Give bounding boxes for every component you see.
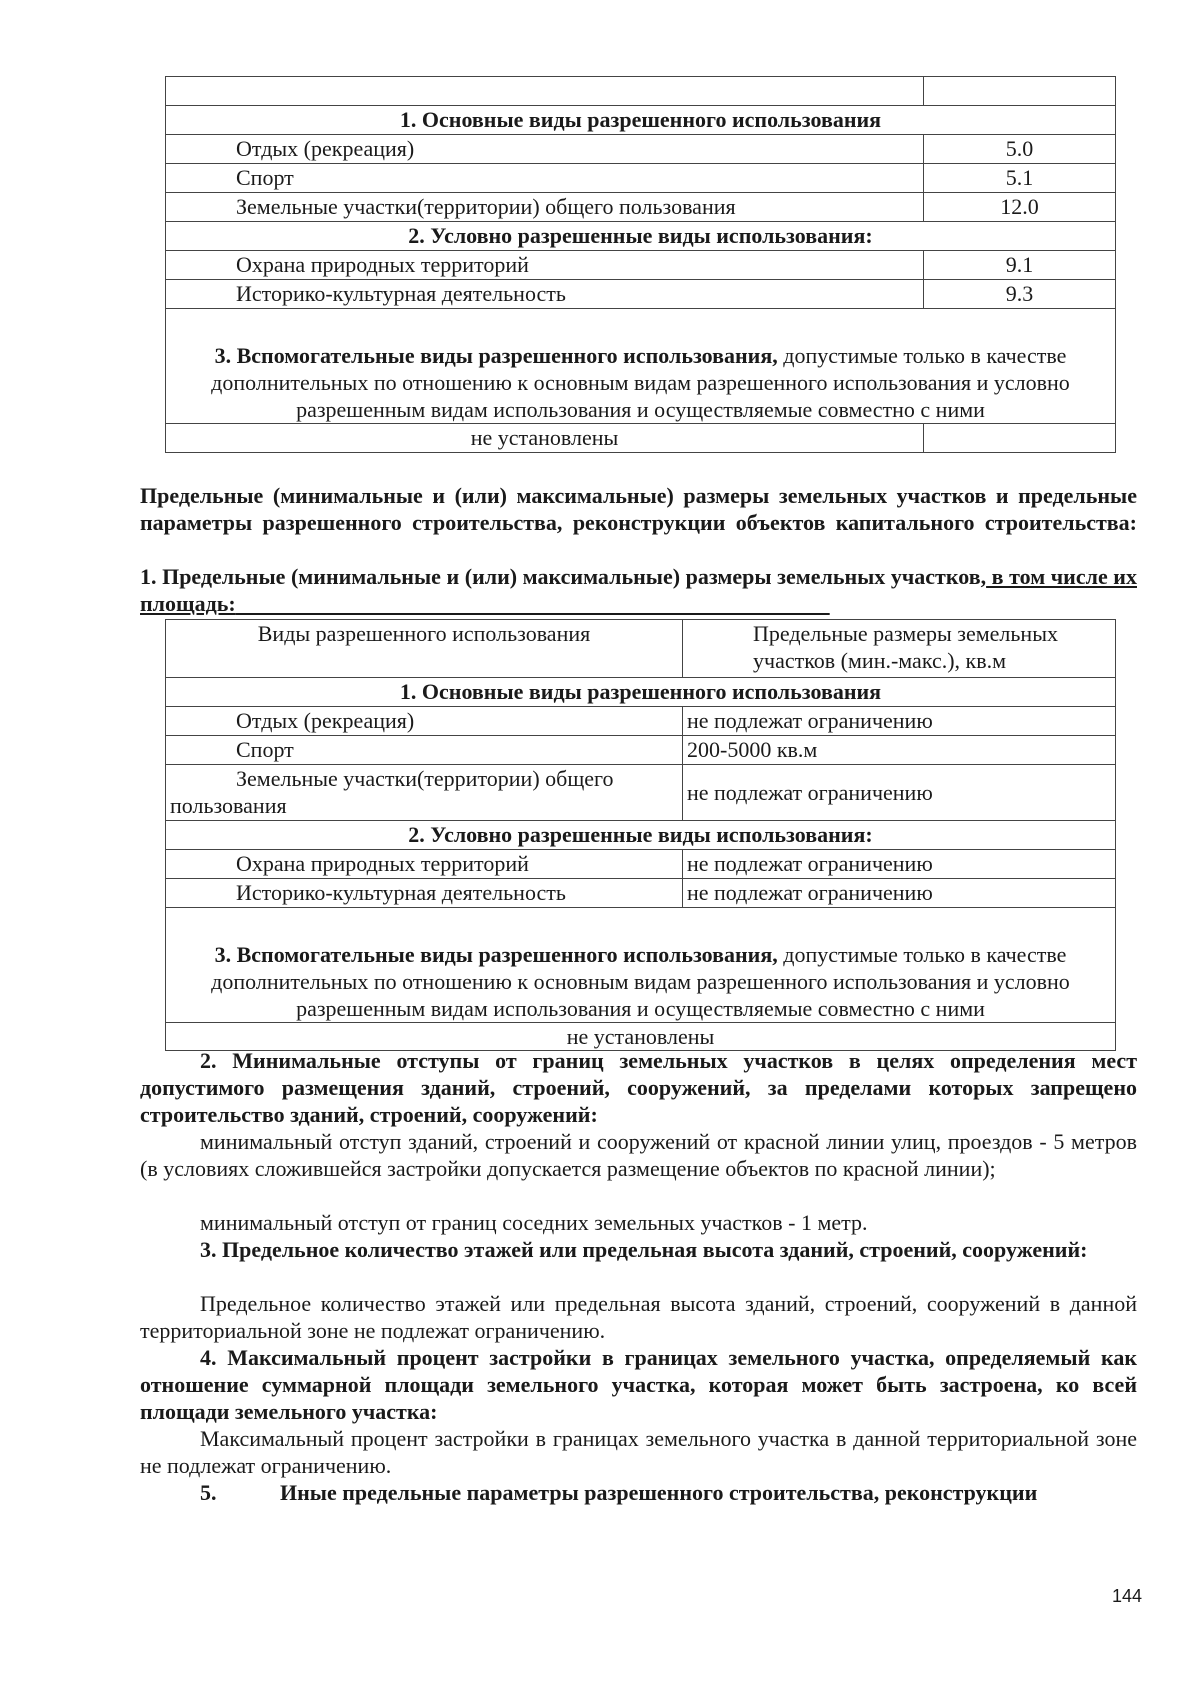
use-limit: не подлежат ограничению: [683, 707, 1116, 736]
use-name: Охрана природных территорий: [166, 850, 683, 879]
section-main-uses: 1. Основные виды разрешенного использования: [166, 678, 1116, 707]
column-header-use: Виды разрешенного использования: [166, 620, 683, 678]
section-conditional-uses: 2. Условно разрешенные виды использования:: [166, 821, 1116, 850]
use-name: Спорт: [166, 736, 683, 765]
item-3-paragraph: Предельное количество этажей или предельная высота зданий, строений, сооружений в данной территориальной зоне не подлежат ограничению.: [140, 1291, 1137, 1343]
use-code: 12.0: [924, 193, 1116, 222]
limits-heading: Предельные (минимальные и (или) максимальные) размеры земельных участков и предельные параметры разрешенного строительства, реконструкции объектов капитального строительства:: [140, 483, 1137, 535]
use-name: Историко-культурная деятельность: [166, 280, 924, 309]
permitted-use-codes-table: [165, 76, 1116, 453]
use-limit: не подлежат ограничению: [683, 879, 1116, 908]
item-5-title: 5. Иные предельные параметры разрешенного строительства, реконструкции: [140, 1479, 1137, 1506]
use-name: Историко-культурная деятельность: [166, 879, 683, 908]
item-4-title: 4. Максимальный процент застройки в границах земельного участка, определяемый как отношение суммарной площади земельного участка, которая может быть застроена, ко всей площади земельного участка:: [140, 1345, 1137, 1424]
section-auxiliary-uses: 3. Вспомогательные виды разрешенного использования, допустимые только в качестве дополнительных по отношению к основным видам разрешенного использования и условно разрешенным видам использования и осуществляемые совместно с ними: [166, 908, 1116, 1023]
plot-size-limits-table: [165, 619, 1116, 1051]
use-name: Охрана природных территорий: [166, 251, 924, 280]
auxiliary-not-set: не установлены: [166, 424, 924, 453]
item-3-title: 3. Предельное количество этажей или предельная высота зданий, строений, сооружений:: [200, 1237, 1088, 1262]
use-name: Отдых (рекреация): [166, 135, 924, 164]
column-header-limits: Предельные размеры земельных участков (мин.-макс.), кв.м: [683, 620, 1116, 678]
item-2-paragraph-2: минимальный отступ от границ соседних земельных участков - 1 метр.: [200, 1210, 868, 1235]
section-auxiliary-uses: 3. Вспомогательные виды разрешенного использования, допустимые только в качестве дополнительных по отношению к основным видам разрешенного использования и условно разрешенным видам использования и осуществляемые совместно с ними: [166, 309, 1116, 424]
use-name: Спорт: [166, 164, 924, 193]
section-main-uses: 1. Основные виды разрешенного использования: [166, 106, 1116, 135]
use-limit: не подлежат ограничению: [683, 765, 1116, 821]
use-name: Отдых (рекреация): [166, 707, 683, 736]
use-code: 5.1: [924, 164, 1116, 193]
page-number: 144: [1112, 1586, 1143, 1606]
use-code: 9.3: [924, 280, 1116, 309]
use-code: 9.1: [924, 251, 1116, 280]
use-code: 5.0: [924, 135, 1116, 164]
item-4-paragraph: Максимальный процент застройки в границах земельного участка в данной территориальной зоне не подлежат ограничению.: [140, 1426, 1137, 1478]
use-name: Земельные участки(территории) общего пользования: [166, 765, 683, 821]
limits-subheading: 1. Предельные (минимальные и (или) максимальные) размеры земельных участков, в том числе их площадь:: [140, 564, 1137, 616]
item-5-number: 5.: [200, 1480, 217, 1505]
use-name: Земельные участки(территории) общего пользования: [166, 193, 924, 222]
auxiliary-not-set: не установлены: [166, 1023, 1116, 1051]
section-conditional-uses: 2. Условно разрешенные виды использования:: [166, 222, 1116, 251]
item-2-title: 2. Минимальные отступы от границ земельных участков в целях определения мест допустимого размещения зданий, строений, сооружений, за пределами которых запрещено строительство зданий, строений, сооружений:: [140, 1048, 1137, 1127]
use-limit: 200-5000 кв.м: [683, 736, 1116, 765]
item-2-paragraph-1: минимальный отступ зданий, строений и сооружений от красной линии улиц, проездов - 5 метров (в условиях сложившейся застройки допускается размещение объектов по красной линии);: [140, 1129, 1137, 1181]
use-limit: не подлежат ограничению: [683, 850, 1116, 879]
